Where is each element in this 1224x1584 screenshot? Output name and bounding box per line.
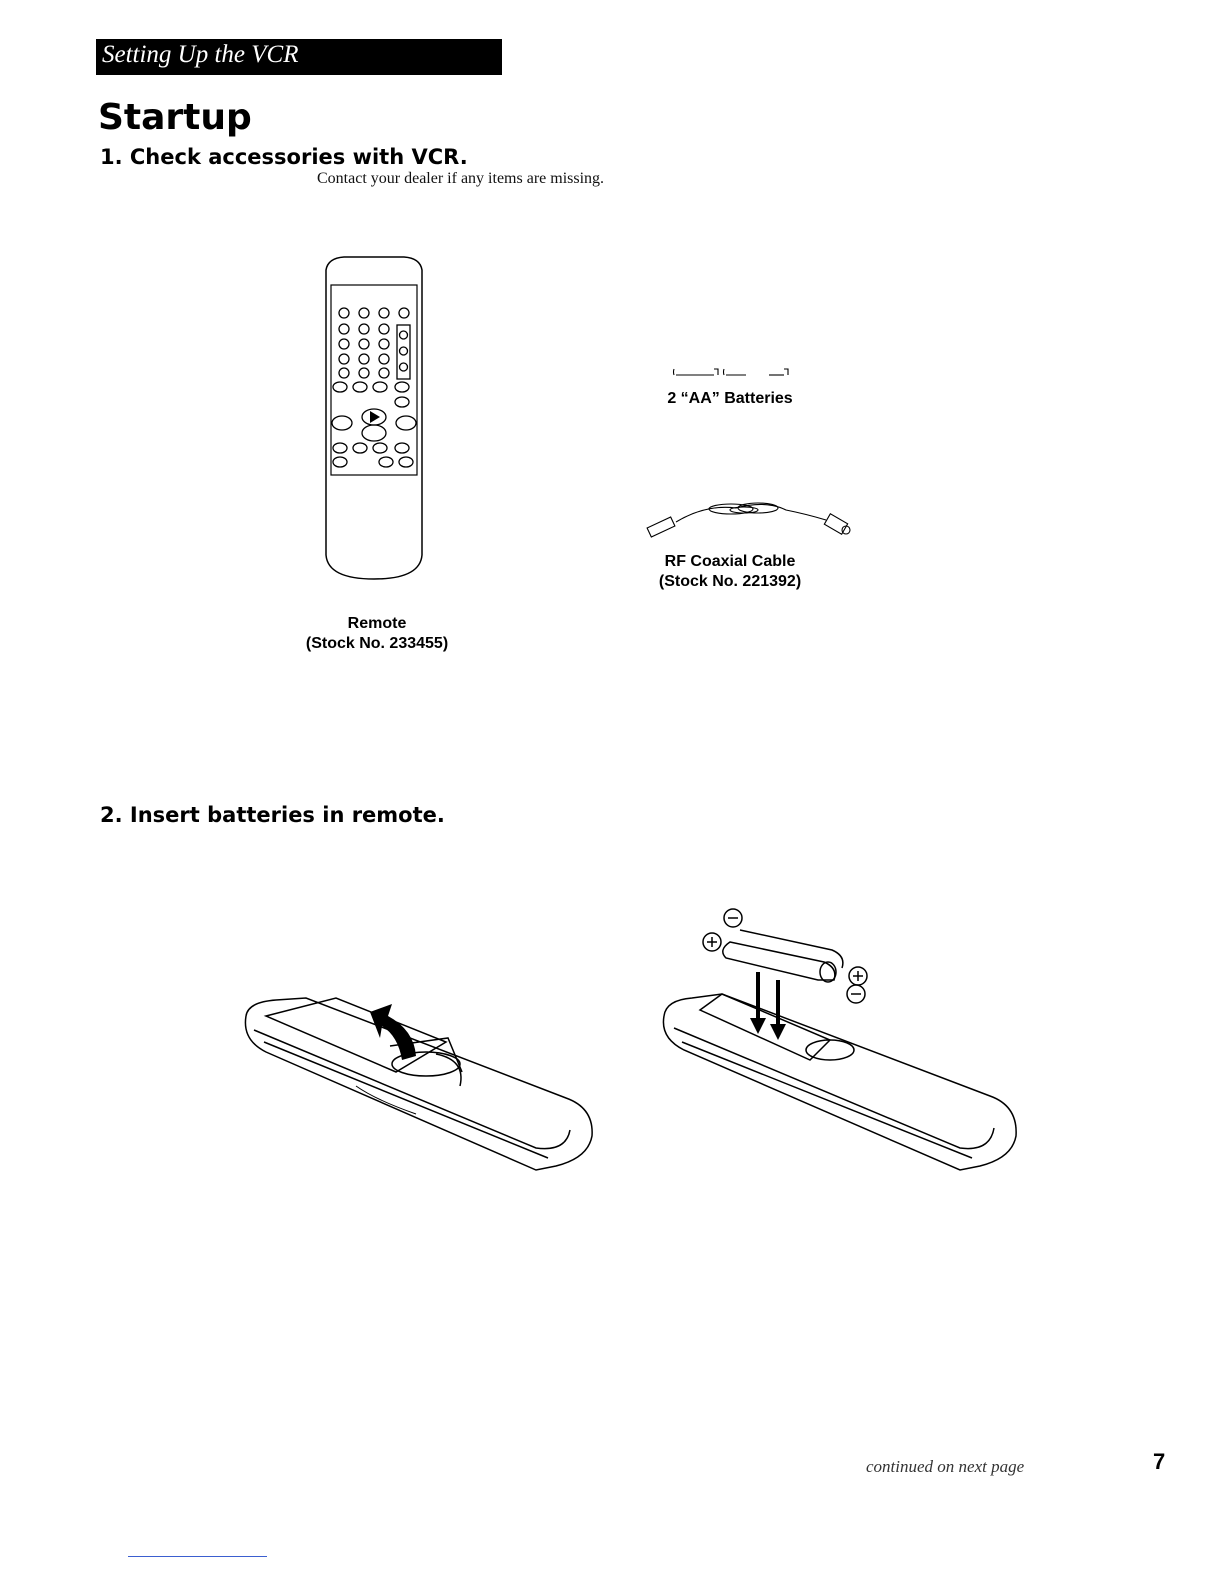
step-1-heading: 1. Check accessories with VCR.	[100, 145, 468, 169]
section-header-text: Setting Up the VCR	[102, 41, 299, 68]
batteries-caption	[615, 389, 845, 409]
remote-open-cover-illustration	[236, 990, 600, 1180]
rf-cable-stock-number: (Stock No. 221392)	[658, 573, 802, 590]
continued-note: continued on next page	[866, 1457, 1025, 1476]
rf-cable-caption	[615, 552, 845, 592]
batteries-illustration	[672, 364, 796, 380]
section-header-bar	[96, 39, 502, 75]
rf-cable-illustration	[646, 494, 856, 540]
remote-caption	[262, 614, 492, 654]
page-number: 7	[1153, 1449, 1166, 1474]
remote-name: Remote	[347, 615, 407, 632]
remote-stock-number: (Stock No. 233455)	[305, 635, 449, 652]
remote-insert-batteries-illustration	[660, 900, 1024, 1180]
step-2-heading: 2. Insert batteries in remote.	[100, 803, 445, 827]
step-1-instruction: Contact your dealer if any items are missing.	[317, 170, 605, 187]
batteries-name: 2 “AA” Batteries	[667, 390, 793, 407]
footer-rule	[128, 1556, 267, 1557]
remote-illustration	[314, 255, 434, 585]
rf-cable-name: RF Coaxial Cable	[664, 553, 796, 570]
page-title: Startup	[98, 97, 252, 138]
